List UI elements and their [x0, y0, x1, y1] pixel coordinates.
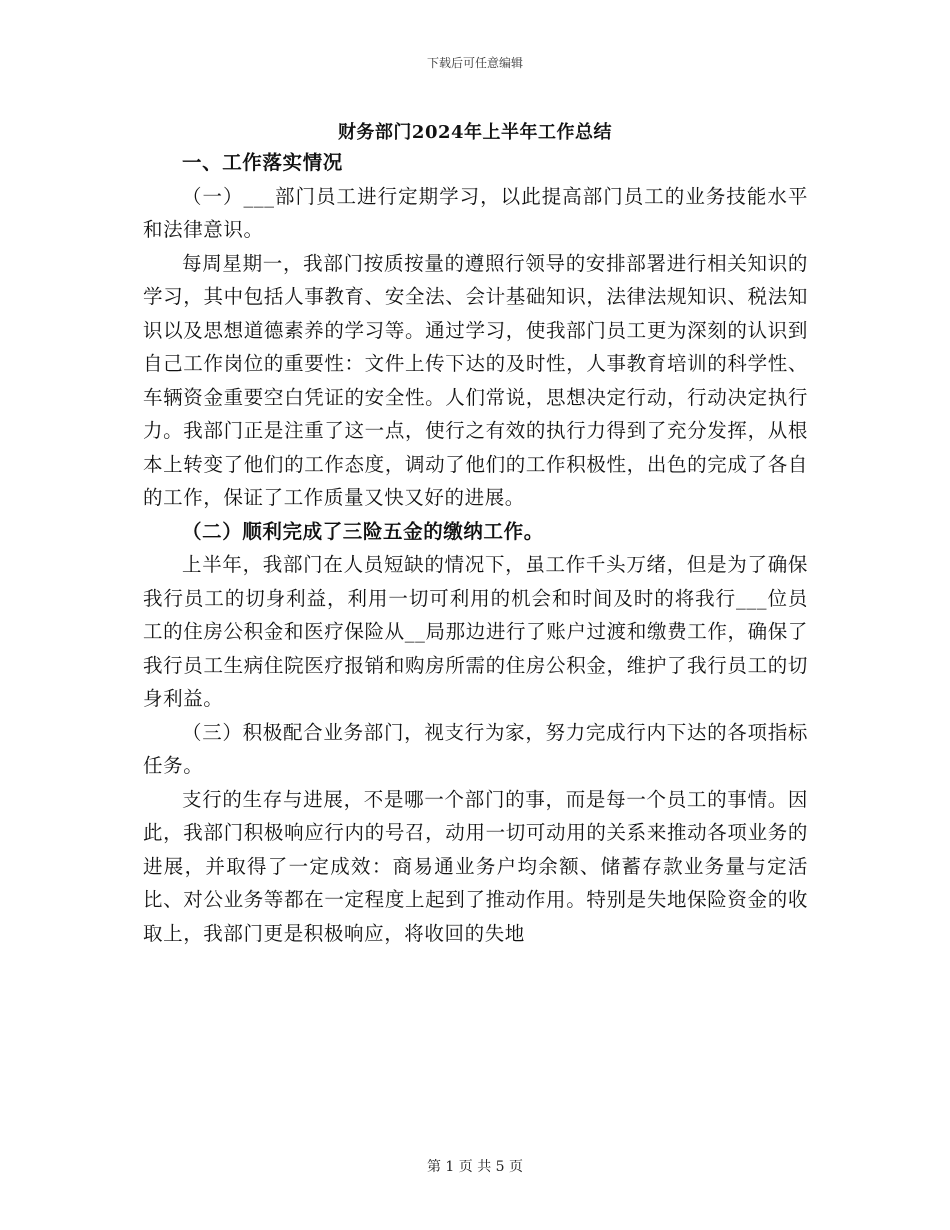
paragraph-2: 每周星期一，我部门按质按量的遵照行领导的安排部署进行相关知识的学习，其中包括人事教育、安全法、会计基础知识，法律法规知识、税法知识以及思想道德素养的学习等。通过学习，使我部门员工更为深刻的认识到自己工作岗位的重要性：文件上传下达的及时性，人事教育培训的科学性、车辆资金重要空白凭证的安全性。人们常说，思想决定行动，行动决定执行力。我部门正是注重了这一点，使行之有效的执行力得到了充分发挥，从根本上转变了他们的工作态度，调动了他们的工作积极性，出色的完成了各自的工作，保证了工作质量又快又好的进展。	[143, 251, 808, 509]
paragraph-5: 支行的生存与进展，不是哪一个部门的事，而是每一个员工的事情。因此，我部门积极响应行内的号召，动用一切可动用的关系来推动各项业务的进展，并取得了一定成效：商易通业务户均余额、储蓄存款业务量与定活比、对公业务等都在一定程度上起到了推动作用。特别是失地保险资金的收取上，我部门更是积极响应，将收回的失地	[143, 787, 808, 945]
document-title: 财务部门2024年上半年工作总结	[337, 122, 613, 143]
paragraph-4: （三）积极配合业务部门，视支行为家，努力完成行内下达的各项指标任务。	[143, 720, 808, 777]
paragraph-3: 上半年，我部门在人员短缺的情况下，虽工作千头万绪，但是为了确保我行员工的切身利益，利用一切可利用的机会和时间及时的将我行___位员工的住房公积金和医疗保险从__局那边进行了账户过渡和缴费工作，确保了我行员工生病住院医疗报销和购房所需的住房公积金，维护了我行员工的切身利益。	[143, 553, 808, 710]
header-note: 下载后可任意编辑	[426, 56, 523, 70]
document-body	[143, 146, 808, 950]
section-heading-1: 一、工作落实情况	[182, 151, 343, 174]
paragraph-1: （一）___部门员工进行定期学习，以此提高部门员工的业务技能水平和法律意识。	[143, 184, 808, 241]
page-footer: 第 1 页 共 5 页	[426, 1159, 524, 1175]
section-heading-2: （二）顺利完成了三险五金的缴纳工作。	[182, 519, 544, 543]
